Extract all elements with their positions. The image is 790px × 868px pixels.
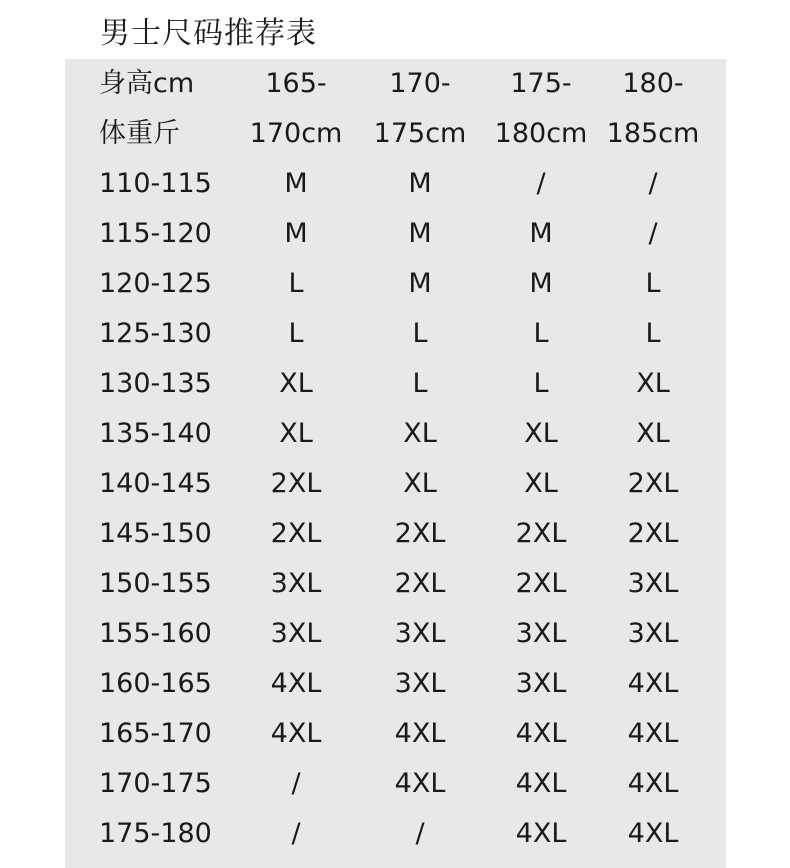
size-cell: L [288, 318, 304, 349]
size-cell: XL [636, 368, 670, 399]
size-cell: 4XL [627, 718, 679, 749]
size-cell: 3XL [627, 618, 679, 649]
table-row [65, 709, 726, 759]
page-title: 男士尺码推荐表 [100, 16, 317, 51]
weight-range: 120-125 [99, 268, 212, 299]
table-row [65, 159, 726, 209]
weight-range: 165-170 [99, 718, 212, 749]
weight-range: 130-135 [99, 368, 212, 399]
size-cell: 4XL [627, 768, 679, 799]
size-cell: / [536, 168, 546, 199]
table-row [65, 659, 726, 709]
weight-range: 150-155 [99, 568, 212, 599]
size-cell: M [408, 268, 432, 299]
table-row [65, 409, 726, 459]
size-cell: / [291, 768, 301, 799]
table-row [65, 809, 726, 859]
size-cell: XL [279, 368, 313, 399]
size-cell: 4XL [270, 718, 322, 749]
size-cell: 2XL [394, 568, 446, 599]
size-cell: XL [403, 418, 437, 449]
size-cell: M [529, 218, 553, 249]
weight-range: 160-165 [99, 668, 212, 699]
size-cell: 3XL [627, 568, 679, 599]
weight-range: 110-115 [99, 168, 212, 199]
size-cell: 3XL [515, 668, 567, 699]
size-cell: L [412, 318, 428, 349]
size-cell: 3XL [394, 618, 446, 649]
header-height-label: 身高cm [99, 68, 195, 99]
size-cell: M [408, 218, 432, 249]
size-cell: M [529, 268, 553, 299]
size-cell: L [645, 268, 661, 299]
header-height-range-end: 170cm [249, 118, 343, 149]
table-row [65, 459, 726, 509]
header-height-range-end: 185cm [606, 118, 700, 149]
weight-range: 135-140 [99, 418, 212, 449]
size-cell: 2XL [515, 518, 567, 549]
table-row [65, 209, 726, 259]
table-row [65, 359, 726, 409]
size-cell: XL [279, 418, 313, 449]
size-cell: 4XL [515, 818, 567, 849]
size-cell: 3XL [270, 568, 322, 599]
size-cell: XL [403, 468, 437, 499]
size-cell: L [412, 368, 428, 399]
weight-range: 115-120 [99, 218, 212, 249]
size-cell: 2XL [515, 568, 567, 599]
table-row [65, 759, 726, 809]
size-cell: XL [524, 468, 558, 499]
size-cell: L [645, 318, 661, 349]
size-cell: M [408, 168, 432, 199]
size-cell: 2XL [627, 468, 679, 499]
size-cell: L [288, 268, 304, 299]
size-cell: XL [524, 418, 558, 449]
table-row [65, 509, 726, 559]
size-cell: 4XL [270, 668, 322, 699]
size-cell: 4XL [394, 768, 446, 799]
size-cell: M [284, 168, 308, 199]
size-cell: / [648, 168, 658, 199]
header-height-range-start: 165- [265, 68, 327, 99]
table-row [65, 259, 726, 309]
size-cell: / [415, 818, 425, 849]
size-cell: 2XL [627, 518, 679, 549]
size-cell: 4XL [515, 768, 567, 799]
size-cell: 3XL [515, 618, 567, 649]
header-height-range-start: 170- [389, 68, 451, 99]
weight-range: 170-175 [99, 768, 212, 799]
size-cell: XL [636, 418, 670, 449]
weight-range: 175-180 [99, 818, 212, 849]
size-table [65, 59, 726, 868]
weight-range: 145-150 [99, 518, 212, 549]
size-cell: L [533, 368, 549, 399]
size-cell: M [284, 218, 308, 249]
header-height-range-start: 175- [510, 68, 572, 99]
header-height-range-end: 180cm [494, 118, 588, 149]
header-row-weight [65, 109, 726, 159]
weight-range: 140-145 [99, 468, 212, 499]
size-cell: 4XL [394, 718, 446, 749]
size-cell: 3XL [394, 668, 446, 699]
weight-range: 125-130 [99, 318, 212, 349]
size-cell: 4XL [515, 718, 567, 749]
size-cell: L [533, 318, 549, 349]
size-cell: 3XL [270, 618, 322, 649]
size-cell: / [291, 818, 301, 849]
table-row [65, 609, 726, 659]
size-cell: 4XL [627, 818, 679, 849]
header-height-range-start: 180- [622, 68, 684, 99]
table-row [65, 559, 726, 609]
header-height-range-end: 175cm [373, 118, 467, 149]
size-cell: 2XL [394, 518, 446, 549]
size-cell: 2XL [270, 468, 322, 499]
table-row [65, 309, 726, 359]
size-cell: 4XL [627, 668, 679, 699]
header-weight-label: 体重斤 [99, 118, 180, 149]
size-cell: / [648, 218, 658, 249]
size-cell: 2XL [270, 518, 322, 549]
header-row-height [65, 59, 726, 109]
weight-range: 155-160 [99, 618, 212, 649]
